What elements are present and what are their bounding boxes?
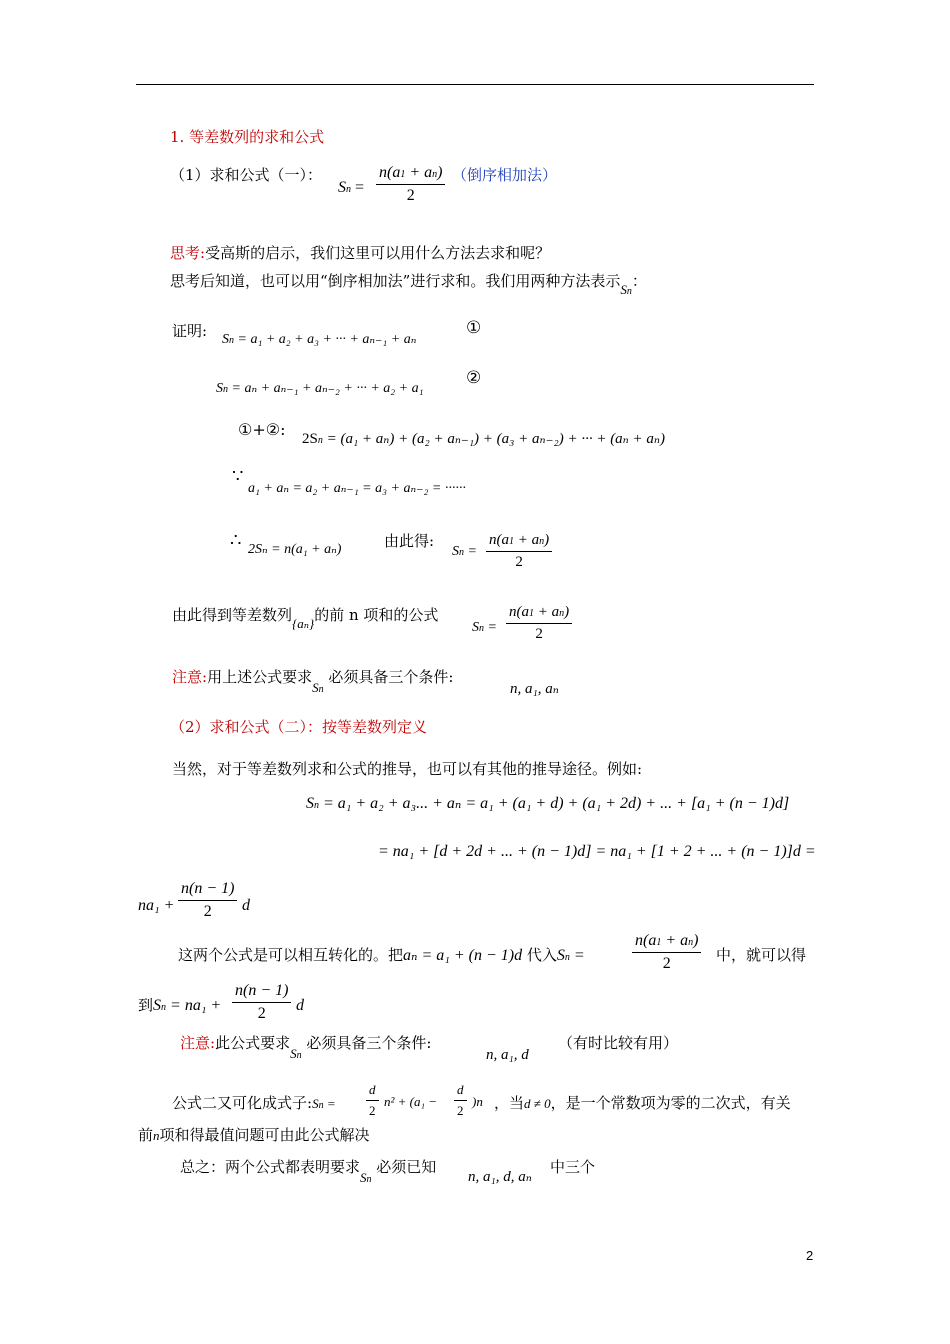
page-number: 2 [806, 1248, 814, 1263]
think-answer: 思考后知道，也可以用“倒序相加法”进行求和。我们用两种方法表示Sn： [170, 272, 647, 297]
formula2-alt-expr-a: n² + (a₁ − [384, 1094, 438, 1109]
formula2-alt-line-1: 公式二又可化成式子:Sn = [172, 1094, 336, 1112]
conclusion-line: 由此得到等差数列{aₙ}的前 n 项和的公式 [172, 606, 439, 631]
convert-line-2: 到Sn = na₁ + [138, 996, 222, 1014]
convert-result-d: d [296, 997, 304, 1014]
equation-mark-1: ① [466, 318, 482, 338]
note1-line: 注意:用上述公式要求Sn 必须具备三个条件: [172, 668, 454, 695]
derivation-row-2: = na₁ + [d + 2d + ... + (n − 1)d] = na₁ + [1 + 2 + ... + (n − 1)]d = [378, 843, 816, 860]
summary-vars: n, a₁, d, aₙ [468, 1169, 532, 1185]
proof-line-5: 2Sₙ = n(a₁ + aₙ) [248, 542, 342, 557]
conclusion-lhs: Sn = [472, 620, 497, 635]
equation-mark-2: ② [466, 368, 482, 388]
convert-line-1: 这两个公式是可以相互转化的。把aₙ = a₁ + (n − 1)d 代入Sn = [178, 946, 585, 964]
convert-line-1-end: 中，就可以得 [716, 946, 807, 964]
proof-label: 证明: [172, 322, 208, 340]
note2-hint: （有时比较有用） [558, 1034, 679, 1052]
from-this-label: 由此得: [384, 532, 435, 550]
derivation-row-3-d: d [242, 897, 250, 914]
note1-conditions: n, a₁, aₙ [510, 681, 559, 697]
formula2-alt-line-2: 前n项和得最值问题可由此公式解决 [138, 1126, 370, 1144]
because-symbol: ∵ [232, 466, 244, 487]
proof-line-1: Sn = a₁ + a₂ + a₃ + ··· + aₙ₋₁ + aₙ [222, 332, 417, 347]
note2-conditions: n, a₁, d [486, 1047, 529, 1063]
formula2-alt-frac-1: d 2 [366, 1082, 379, 1119]
summary-end: 中三个 [550, 1158, 596, 1176]
convert-result-fraction: n(n − 1) 2 [232, 982, 291, 1023]
summary-line: 总之：两个公式都表明要求Sn 必须已知 [180, 1158, 437, 1185]
formula1-fraction: n(a1 + an) 2 [376, 164, 445, 205]
think-label: 思考: [170, 244, 206, 262]
formula2-alt-frac-2: d 2 [454, 1082, 467, 1119]
formula1-method-note: （倒序相加法） [452, 166, 558, 184]
derivation-row-3-fraction: n(n − 1) 2 [178, 880, 237, 921]
convert-fraction: n(a1 + an) 2 [632, 932, 701, 973]
formula2-heading: （2）求和公式（二）：按等差数列定义 [170, 718, 428, 736]
proof-result-lhs: Sn = [452, 544, 477, 559]
formula1-label: （1）求和公式（一）： [170, 166, 323, 184]
proof-line-3: 2Sn = (a₁ + aₙ) + (a₂ + aₙ₋₁) + (a₃ + aₙ₋₂) + ··· + (aₙ + aₙ) [302, 431, 665, 447]
therefore-symbol: ∴ [230, 530, 242, 551]
section-heading: 1. 等差数列的求和公式 [170, 128, 325, 146]
proof-line-2: Sn = aₙ + aₙ₋₁ + aₙ₋₂ + ··· + a₂ + a₁ [216, 381, 424, 396]
formula2-alt-expr-b: )n [472, 1094, 483, 1109]
derivation-intro: 当然，对于等差数列求和公式的推导，也可以有其他的推导途径。例如: [172, 760, 643, 778]
proof-line-4: a₁ + aₙ = a₂ + aₙ₋₁ = a₃ + aₙ₋₂ = ······ [248, 481, 466, 496]
think-line: 思考:受高斯的启示，我们这里可以用什么方法去求和呢？ [170, 244, 551, 262]
add-label: ①+②: [238, 420, 286, 439]
conclusion-fraction: n(a1 + an) 2 [506, 604, 572, 643]
derivation-row-3-lhs: na₁ + [138, 897, 175, 914]
proof-result-fraction: n(a1 + an) 2 [486, 532, 552, 571]
formula2-alt-text: ，当d ≠ 0，是一个常数项为零的二次式，有关 [494, 1094, 791, 1112]
formula1-lhs: Sn = [338, 179, 365, 196]
note2-line: 注意:此公式要求Sn 必须具备三个条件: [180, 1034, 432, 1061]
derivation-row-1: Sn = a₁ + a₂ + a₃... + aₙ = a₁ + (a₁ + d) + (a₁ + 2d) + ... + [a₁ + (n − 1)d] [306, 795, 790, 812]
header-rule [136, 84, 814, 85]
